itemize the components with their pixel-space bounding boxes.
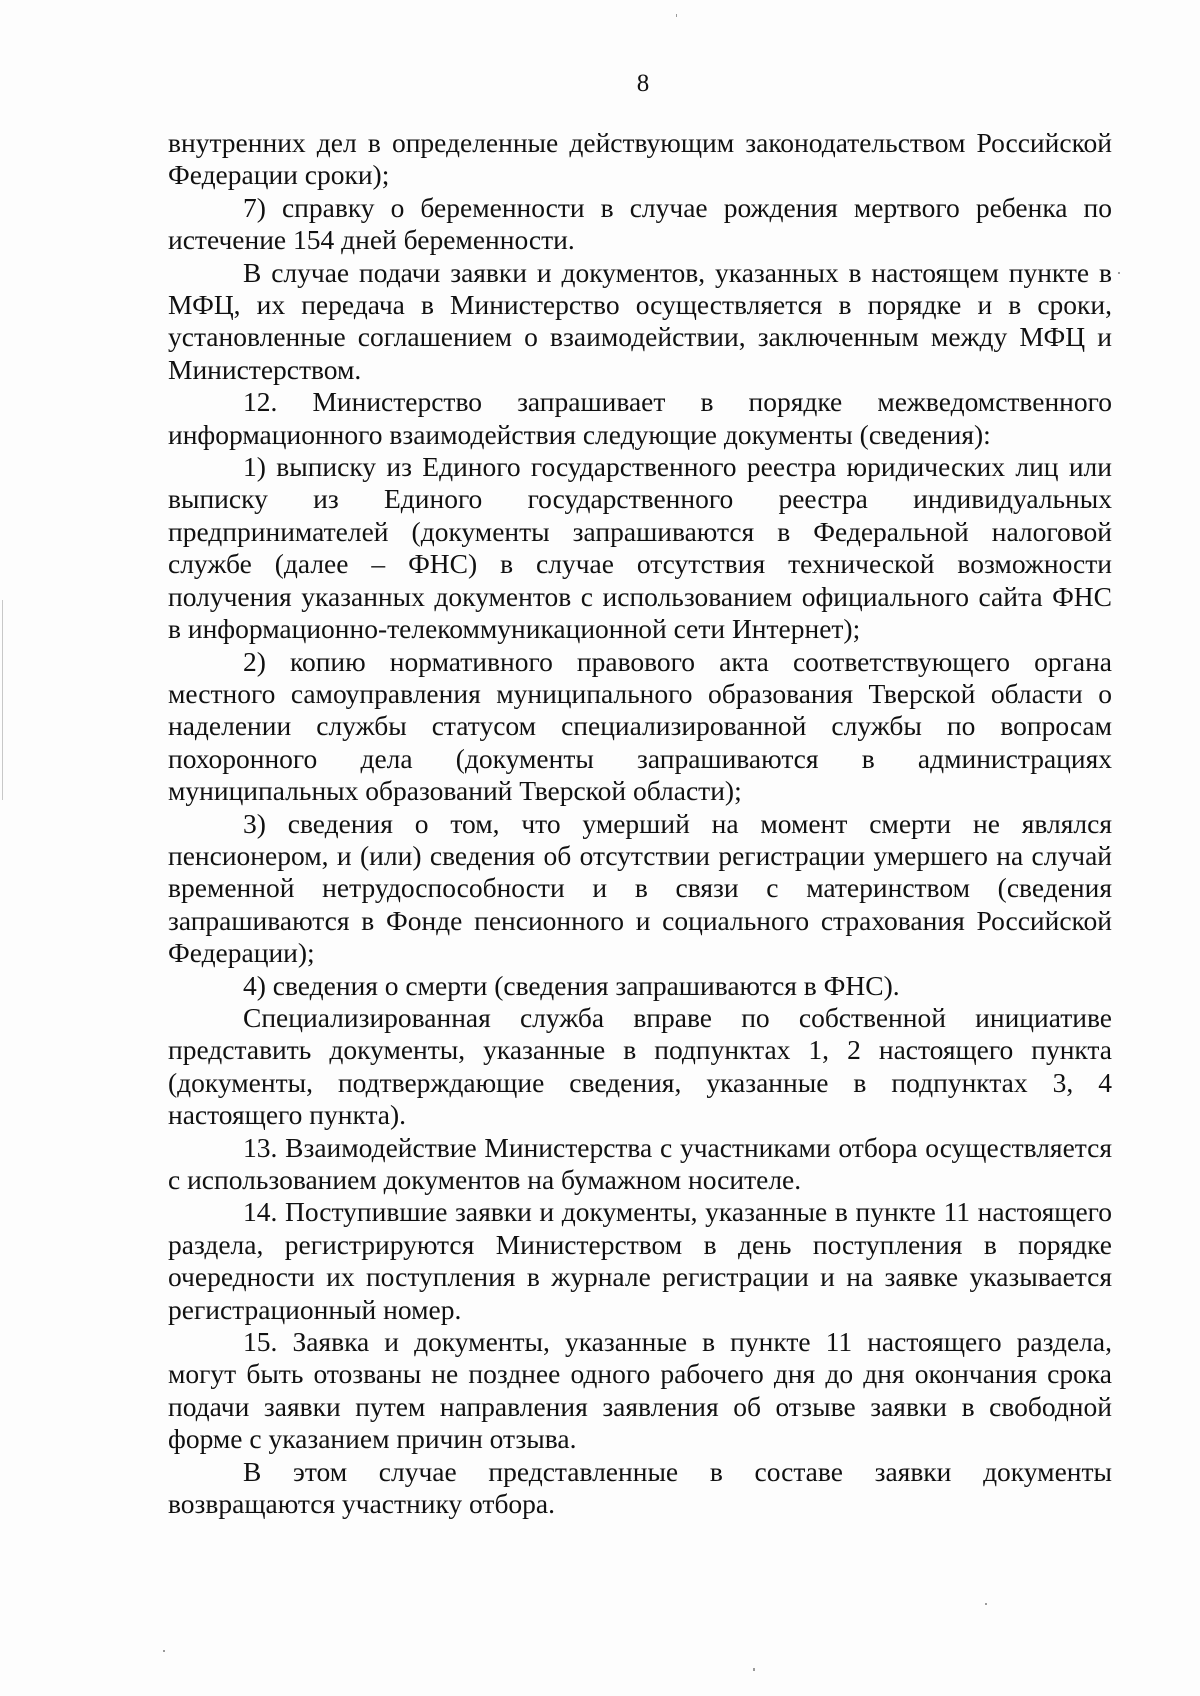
paragraph: 4) сведения о смерти (сведения запрашиваются в ФНС).: [243, 969, 900, 1001]
page-number: 8: [636, 70, 650, 97]
paragraph: 14. Поступившие заявки и документы, указанные в пункте 11 настоящего раздела, регистрируются Министерством в день поступления в порядке очередности их поступления в журнале регистрации и на заявке указывается регистрационный номер.: [168, 1196, 1112, 1325]
scan-speck: [163, 1650, 165, 1652]
paragraph: Специализированная служба вправе по собственной инициативе представить документы, указанные в подпунктах 1, 2 настоящего пункта (документы, подтверждающие сведения, указанные в подпунктах 3, 4 настоящего пункта).: [168, 1001, 1112, 1131]
paragraph: внутренних дел в определенные действующим законодательством Российской Федерации сроки);: [168, 127, 1112, 191]
scan-speck: [985, 1603, 987, 1605]
paragraph: 13. Взаимодействие Министерства с участниками отбора осуществляется с использованием документов на бумажном носителе.: [168, 1131, 1112, 1195]
paragraph: 15. Заявка и документы, указанные в пункте 11 настоящего раздела, могут быть отозваны не позднее одного рабочего дня до дня окончания срока подачи заявки путем направления заявления об отзыве заявки в свободной форме с указанием причин отзыва.: [168, 1326, 1112, 1455]
scan-speck: [676, 14, 677, 17]
paragraph: 1) выписку из Единого государственного реестра юридических лиц или выписку из Единого государственного реестра индивидуальных предпринимателей (документы запрашиваются в Федеральной налоговой службе (далее – ФНС) в случае отсутствия технической возможности получения указанных документов с использованием официального сайта ФНС в информационно-телекоммуникационной сети Интернет);: [168, 451, 1112, 645]
scan-speck: [1118, 272, 1120, 274]
paragraph: В этом случае представленные в составе заявки документы возвращаются участнику отбора.: [168, 1455, 1112, 1520]
paragraph: 3) сведения о том, что умерший на момент смерти не являлся пенсионером, и (или) сведения об отсутствии регистрации умершего на случай временной нетрудоспособности и в связи с материнством (сведения запрашиваются в Фонде пенсионного и социального страхования Российской Федерации);: [168, 807, 1112, 969]
scan-speck: [753, 1668, 755, 1671]
paragraph: 12. Министерство запрашивает в порядке межведомственного информационного взаимодействия следующие документы (сведения):: [168, 386, 1112, 450]
scan-speck: [2, 600, 3, 800]
paragraph: В случае подачи заявки и документов, указанных в настоящем пункте в МФЦ, их передача в Министерство осуществляется в порядке и в сроки, установленные соглашением о взаимодействии, заключенным между МФЦ и Министерством.: [168, 256, 1112, 385]
document-body: [168, 127, 1112, 1520]
paragraph: 2) копию нормативного правового акта соответствующего органа местного самоуправления муниципального образования Тверской области о наделении службы статусом специализированной службы по вопросам похоронного дела (документы запрашиваются в администрациях муниципальных образований Тверской области);: [168, 645, 1112, 807]
paragraph: 7) справку о беременности в случае рождения мертвого ребенка по истечение 154 дней беременности.: [168, 191, 1112, 256]
